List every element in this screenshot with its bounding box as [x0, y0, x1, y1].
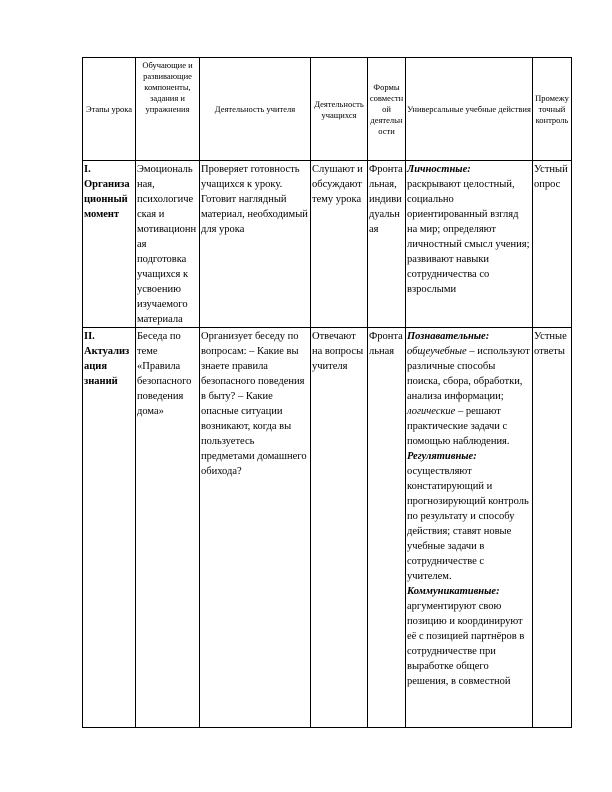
table-row [83, 161, 572, 328]
uud-subcategory: общеучебные [407, 346, 467, 357]
uud-subcategory: логические [407, 406, 456, 417]
uud-category-personal: Личностные: [407, 164, 471, 175]
uud-text: – решают практические задачи с помощью наблюдения. [407, 406, 510, 447]
student-activity-cell: Слушают и обсуждают тему урока [311, 161, 368, 328]
uud-text: раскрывают целостный, социально ориентированный взгляд на мир; определяют личностный смысл учения; развивают навыки сотрудничества со взрослыми [407, 179, 530, 295]
goals-cell: Беседа по теме «Правила безопасного поведения дома» [136, 328, 200, 728]
uud-category-regulatory: Регулятивные: [407, 451, 477, 462]
forms-cell: Фронтальная, индивидуальная [368, 161, 406, 328]
header-uud: Универсальные учебные действия [406, 58, 533, 161]
header-goals: Обучающие и развивающие компоненты, задания и упражнения [136, 58, 200, 161]
uud-text: – используют различные способы поиска, сбора, обработки, анализа информации; [407, 346, 530, 402]
header-stage: Этапы урока [83, 58, 136, 161]
stage-cell: II. Актуализация знаний [83, 328, 136, 728]
student-activity-cell: Отвечают на вопросы учителя [311, 328, 368, 728]
control-cell: Устные ответы [533, 328, 572, 728]
control-cell: Устный опрос [533, 161, 572, 328]
uud-category-cognitive: Познавательные: [407, 331, 490, 342]
header-control: Промежуточный контроль [533, 58, 572, 161]
uud-cell [406, 328, 533, 728]
header-students: Деятельность учащихся [311, 58, 368, 161]
uud-cell [406, 161, 533, 328]
lesson-plan-table [82, 57, 572, 728]
teacher-activity-cell: Проверяет готовность учащихся к уроку. Готовит наглядный материал, необходимый для урока [200, 161, 311, 328]
stage-cell: I. Организационный момент [83, 161, 136, 328]
forms-cell: Фронтальная [368, 328, 406, 728]
header-teacher: Деятельность учителя [200, 58, 311, 161]
goals-cell: Эмоциональная, психологическая и мотивационная подготовка учащихся к усвоению изучаемого материала [136, 161, 200, 328]
teacher-activity-cell: Организует беседу по вопросам: – Какие вы знаете правила безопасного поведения в быту? – Какие опасные ситуации возникают, когда вы пользуетесь предметами домашнего обихода? [200, 328, 311, 728]
uud-category-communicative: Коммуникативные: [407, 586, 500, 597]
uud-text: осуществляют констатирующий и прогнозирующий контроль по результату и способу действия; ставят новые учебные задачи в сотрудничестве с учителем. [407, 466, 529, 582]
uud-text: аргументируют свою позицию и координируют её с позицией партнёров в сотрудничестве при выработке общего решения, в совместной [407, 601, 525, 687]
header-forms: Формы совместной деятельности [368, 58, 406, 161]
table-row [83, 328, 572, 728]
table-header-row [83, 58, 572, 161]
